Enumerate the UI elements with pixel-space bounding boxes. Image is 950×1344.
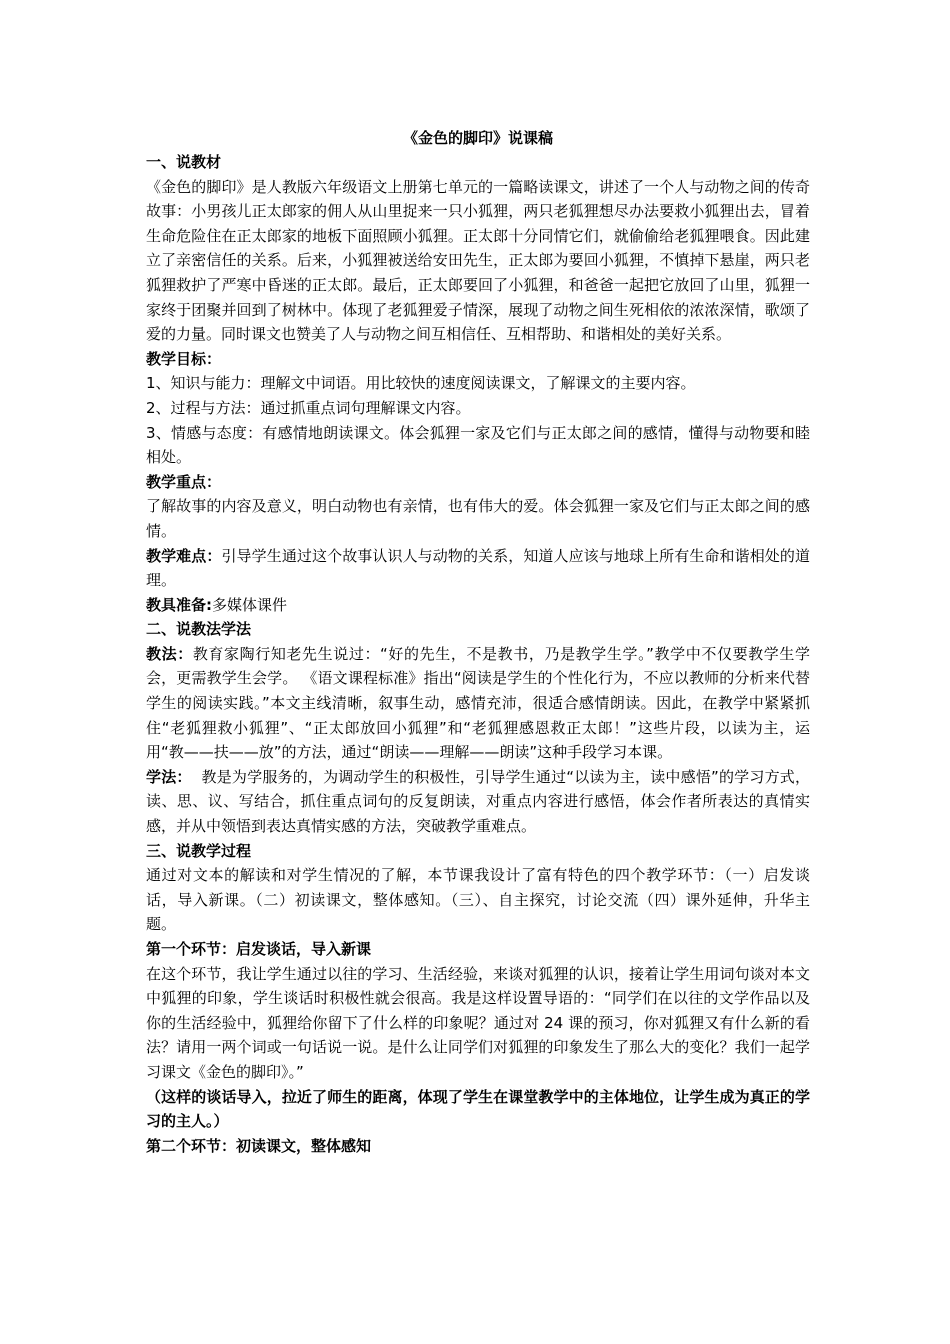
step1-heading: 第一个环节：启发谈话，导入新课 bbox=[146, 940, 372, 958]
difficulty-paragraph bbox=[146, 544, 810, 593]
step2-heading: 第二个环节：初读课文，整体感知 bbox=[146, 1136, 372, 1155]
step1-paragraph: 在这个环节，我让学生通过以往的学习、生活经验，来谈对狐狸的认识，接着让学生用词句谈对本文中狐狸的印象，学生谈话时积极性就会很高。我是这样设置导语的：“同学们在以往的文学作品以及你的生活经验中，狐狸给你留下了什么样的印象呢？通过对 24 课的预习，你对狐狸又有什么新的看法？请用一两个词或一句话说一说。是什么让同学们对狐狸的印象发生了那么大的变化？我们一起学习课文《金色的脚印》。” bbox=[146, 964, 810, 1081]
learning-method-paragraph bbox=[146, 765, 810, 839]
teaching-method-label: 教法： bbox=[146, 644, 193, 663]
textbook-paragraph: 《金色的脚印》是人教版六年级语文上册第七单元的一篇略读课文，讲述了一个人与动物之间的传奇故事：小男孩儿正太郎家的佣人从山里捉来一只小狐狸，两只老狐狸想尽办法要救小狐狸出去，冒着生命危险住在正太郎家的地板下面照顾小狐狸。正太郎十分同情它们，就偷偷给老狐狸喂食。因此建立了亲密信任的关系。后来，小狐狸被送给安田先生，正太郎为要回小狐狸，不慎掉下悬崖，两只老狐狸救护了严寒中昏迷的正太郎。最后，正太郎要回了小狐狸，和爸爸一起把它放回了山里，狐狸一家终于团聚并回到了树林中。体现了老狐狸爱子情深，展现了动物之间生死相依的浓浓深情，歌颂了爱的力量。同时课文也赞美了人与动物之间互相信任、互相帮助、和谐相处的美好关系。 bbox=[146, 177, 810, 344]
goal-item-2: 2、过程与方法：通过抓重点词句理解课文内容。 bbox=[146, 398, 471, 417]
key-points-text: 了解故事的内容及意义，明白动物也有亲情，也有伟大的爱。体会狐狸一家及它们与正太郎之间的感情。 bbox=[146, 497, 810, 540]
key-points-heading: 教学重点： bbox=[146, 472, 222, 491]
teaching-method-text: 教育家陶行知老先生说过：“好的先生，不是教书，乃是教学生学。”教学中不仅要教学生学会，更需教学生会学。 《语文课程标准》指出“阅读是学生的个性化行为，不应以教师的分析来代替学生的阅读实践。”本文主线清晰，叙事生动，感情充沛，很适合感情朗读。因此，在教学中紧紧抓住“老狐狸救小狐狸”、“正太郎放回小狐狸”和“老狐狸感恩救正太郎！”这些片段，以读为主，运用“教——扶——放”的方法，通过“朗读——理解——朗读”这种手段学习本课。 bbox=[146, 644, 810, 762]
section-heading-process: 三、说教学过程 bbox=[146, 841, 252, 860]
goal-item-3: 3、情感与态度：有感情地朗读课文。体会狐狸一家及它们与正太郎之间的感情，懂得与动物要和睦相处。 bbox=[146, 423, 810, 467]
section-heading-methods: 二、说教法学法 bbox=[146, 620, 252, 639]
tools-paragraph bbox=[146, 593, 810, 618]
goals-heading: 教学目标： bbox=[146, 349, 222, 368]
difficulty-text: 引导学生通过这个故事认识人与动物的关系，知道人应该与地球上所有生命和谐相处的道理。 bbox=[146, 546, 810, 590]
tools-text: 多媒体课件 bbox=[212, 595, 288, 614]
document-title: 《金色的脚印》说课稿 bbox=[402, 129, 553, 147]
section-heading-textbook: 一、说教材 bbox=[146, 153, 222, 171]
tools-label: 教具准备: bbox=[146, 595, 212, 614]
step1-note: （这样的谈话导入，拉近了师生的距离，体现了学生在课堂教学中的主体地位，让学生成为真正的学习的主人。） bbox=[146, 1087, 810, 1131]
learning-method-text: 教是为学服务的，为调动学生的积极性，引导学生通过“以读为主，读中感悟”的学习方式，读、思、议、写结合，抓住重点词句的反复朗读，对重点内容进行感悟，体会作者所表达的真情实感，并从中领悟到表达真情实感的方法，突破教学重难点。 bbox=[146, 767, 810, 836]
goal-item-1: 1、知识与能力：理解文中词语。用比较快的速度阅读课文，了解课文的主要内容。 bbox=[146, 374, 696, 393]
difficulty-label: 教学难点： bbox=[146, 546, 222, 565]
document-page bbox=[146, 126, 810, 1158]
teaching-method-paragraph bbox=[146, 642, 810, 765]
learning-method-label: 学法： bbox=[146, 767, 192, 786]
process-paragraph: 通过对文本的解读和对学生情况的了解，本节课我设计了富有特色的四个教学环节：（一）启发谈话，导入新课。（二）初读课文，整体感知。（三）、自主探究，讨论交流（四）课外延伸，升华主题。 bbox=[146, 866, 810, 934]
